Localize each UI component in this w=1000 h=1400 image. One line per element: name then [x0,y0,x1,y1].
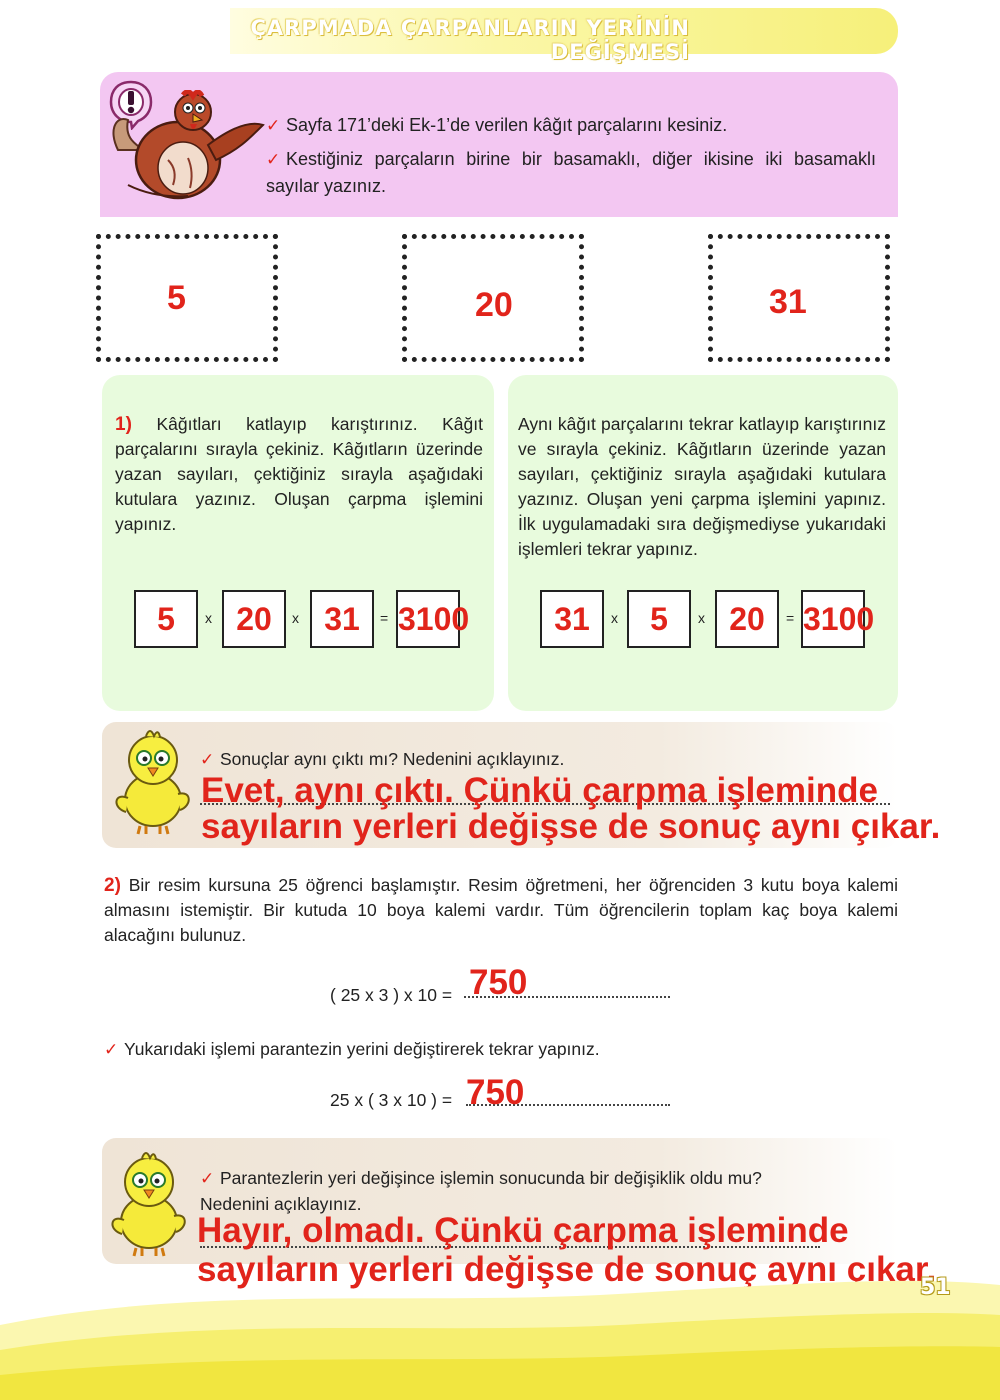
task1b-text: Aynı kâğıt parçalarını tekrar katlayıp karıştırınız ve sırayla çekiniz. Kâğıtların üzerinde yazan sayıları, çektiğiniz sırayla aşağıdaki kutulara yazınız. Oluşan yeni çarpma işlemini yapınız. İlk uygulamadaki sıra değişmediyse yukarıdaki işlemleri tekrar yapınız. [518,414,886,559]
box-value: 31 [554,601,590,637]
task2-expression-2: 25 x ( 3 x 10 ) = [330,1090,453,1110]
page-number: 51 [920,1275,951,1300]
box-value: 31 [324,601,360,637]
box-value: 5 [157,601,175,637]
task2-answer-2: 750 [466,1073,525,1112]
question1-prompt [200,746,800,773]
task1b-result-box [801,590,875,648]
task1b-box-3 [715,590,779,648]
task2-description: Bir resim kursuna 25 öğrenci başlamıştır. Resim öğretmeni, her öğrenciden 3 kutu boya kalemi almasını istemiştir. Bir kutuda 10 boya kalemi vardır. Tüm öğrencilerin toplam kaç boya kalemi alacağını bulunuz. [104,875,898,945]
times-sign: x [698,610,705,626]
task2-text [104,873,898,948]
check-bullet-icon: ✓ [266,150,281,169]
box-value: 20 [729,601,765,637]
bottom-wave-decoration [0,1255,1000,1400]
number-card-value: 31 [769,283,807,321]
chick-illustration [104,1150,190,1260]
task2-instruction [104,1036,804,1063]
task1-result-box [396,590,470,648]
task1-description: Kâğıtları katlayıp karıştırınız. Kâğıt parçalarını sırayla çekiniz. Kâğıtların üzerinde yazan sayıları, çektiğiniz sırayla aşağıdaki kutulara yazınız. Oluşan çarpma işlemini yapınız. [115,414,483,534]
question2-prompt [200,1166,840,1191]
task2-expression-1: ( 25 x 3 ) x 10 = [330,985,453,1005]
task1-number: 1) [115,414,132,435]
number-card-3 [708,234,890,362]
question1-answer-line1: Evet, aynı çıktı. Çünkü çarpma işleminde [201,771,878,810]
number-card-1 [96,234,278,362]
question2-prompt-line1: Parantezlerin yeri değişince işlemin sonucunda bir değişiklik oldu mu? [220,1168,762,1188]
equals-sign: = [786,610,795,626]
number-card-2 [402,234,584,362]
check-bullet-icon: ✓ [200,750,215,769]
task1-box-2 [222,590,286,648]
page-title: ÇARPMADA ÇARPANLARIN YERİNİN DEĞİŞMESİ [250,16,690,64]
number-card-value: 20 [475,286,513,324]
chick-illustration [108,728,194,838]
task2-number: 2) [104,875,121,896]
question1-answer-line2: sayıların yerleri değişse de sonuç aynı çıkar. [201,807,941,846]
number-card-value: 5 [167,279,186,317]
instruction-item-2 [266,146,876,200]
times-sign: x [205,610,212,626]
box-value: 5 [650,601,668,637]
check-bullet-icon: ✓ [200,1169,215,1188]
task1-box-1 [134,590,198,648]
question1-prompt-text: Sonuçlar aynı çıktı mı? Nedenini açıklayınız. [220,749,565,769]
task1-text [115,412,483,537]
instruction-text-2: Kestiğiniz parçaların birine bir basamaklı, diğer ikisine iki basamaklı sayılar yazınız. [266,149,876,196]
task1-box-3 [310,590,374,648]
task1b-box-2 [627,590,691,648]
times-sign: x [611,610,618,626]
question2-answer-line2: sayıların yerleri değişse de sonuç aynı çıkar. [197,1250,937,1289]
question2-prompt-line2: Nedenini açıklayınız. [200,1194,362,1214]
question2-answer-line1: Hayır, olmadı. Çünkü çarpma işleminde [197,1211,849,1250]
task2-instruction-text: Yukarıdaki işlemi parantezin yerini değiştirerek tekrar yapınız. [124,1039,600,1059]
result-value: 3100 [803,601,875,637]
box-value: 20 [236,601,272,637]
hen-illustration [98,90,268,205]
check-bullet-icon: ✓ [266,116,281,135]
task1b-box-1 [540,590,604,648]
result-value: 3100 [398,601,470,637]
instruction-text-1: Sayfa 171’deki Ek-1’de verilen kâğıt parçalarını kesiniz. [286,115,728,135]
equals-sign: = [380,610,389,626]
task2-answer-1: 750 [469,963,528,1002]
check-bullet-icon: ✓ [104,1040,119,1059]
instruction-item-1 [266,112,886,139]
times-sign: x [292,610,299,626]
